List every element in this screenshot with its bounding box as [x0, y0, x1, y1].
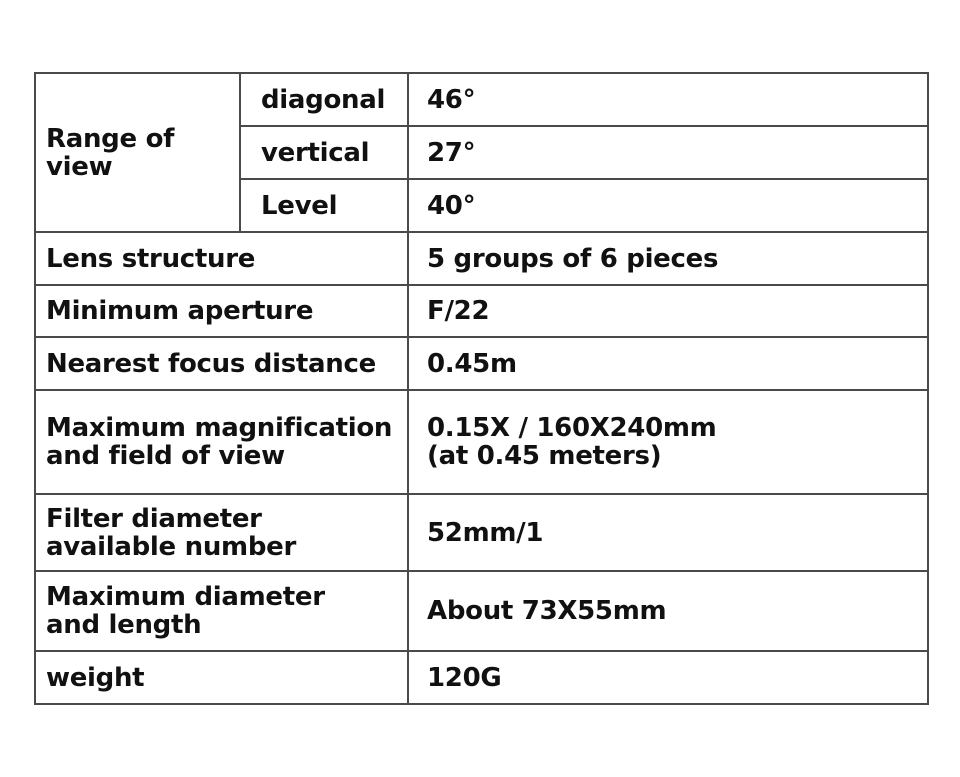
value-line: 0.15X / 160X240mm — [427, 413, 717, 443]
spec-label-weight — [35, 651, 408, 704]
spec-label-lens-structure — [35, 232, 408, 285]
spec-value-nearest-focus — [408, 337, 928, 390]
spec-value-max-magnification — [408, 390, 928, 494]
value-line: 5 groups of 6 pieces — [427, 243, 719, 274]
value-line: 120G — [427, 662, 502, 693]
label-line: Nearest focus distance — [46, 348, 376, 379]
range-value-vertical: 27° — [408, 126, 928, 179]
range-value-level: 40° — [408, 179, 928, 232]
table-row — [35, 73, 928, 126]
table-row — [35, 285, 928, 337]
spec-label-minimum-aperture — [35, 285, 408, 337]
spec-value-weight — [408, 651, 928, 704]
spec-label-max-diameter — [35, 571, 408, 651]
label-line: weight — [46, 662, 145, 693]
value-line: About 73X55mm — [427, 596, 667, 626]
label-line: Maximum magnification — [46, 413, 393, 443]
range-sub-label-level: Level — [240, 179, 408, 232]
label-line: Maximum diameter — [46, 582, 325, 612]
spec-value-minimum-aperture — [408, 285, 928, 337]
spec-label-filter-diameter — [35, 494, 408, 571]
value-line: 0.45m — [427, 348, 517, 379]
spec-label-max-magnification — [35, 390, 408, 494]
spec-value-max-diameter — [408, 571, 928, 651]
spec-label-nearest-focus — [35, 337, 408, 390]
spec-value-lens-structure — [408, 232, 928, 285]
table-row — [35, 390, 928, 494]
table-row — [35, 494, 928, 571]
label-line: and length — [46, 610, 202, 640]
table-row — [35, 337, 928, 390]
value-line: F/22 — [427, 296, 490, 326]
range-of-view-label: Range of view — [35, 73, 240, 232]
table-row — [35, 232, 928, 285]
label-line: and field of view — [46, 441, 285, 471]
range-sub-label-diagonal: diagonal — [240, 73, 408, 126]
table-row — [35, 651, 928, 704]
value-line: (at 0.45 meters) — [427, 441, 662, 471]
value-line: 52mm/1 — [427, 517, 544, 548]
spec-value-filter-diameter — [408, 494, 928, 571]
range-sub-label-vertical: vertical — [240, 126, 408, 179]
range-value-diagonal: 46° — [408, 73, 928, 126]
label-line: available number — [46, 531, 296, 562]
spec-table — [34, 72, 929, 705]
label-line: Lens structure — [46, 243, 256, 274]
label-line: Minimum aperture — [46, 296, 314, 326]
label-line: Filter diameter — [46, 503, 262, 534]
table-row — [35, 571, 928, 651]
